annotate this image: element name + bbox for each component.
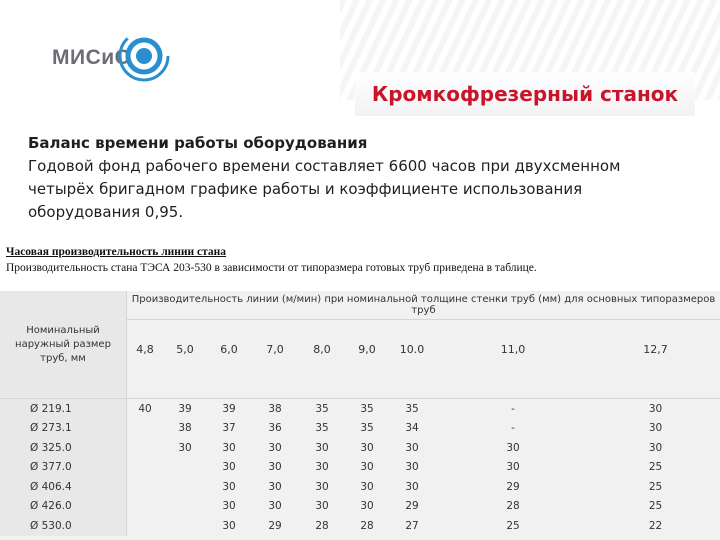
value-cell: 30 [315,480,329,493]
value-cell: 38 [178,422,192,435]
table-row [0,516,720,536]
caption-body: Производительность стана ТЭСА 203-530 в зависимости от типоразмера готовых труб приведена в таблице. [6,262,537,274]
value-cell: 30 [222,480,236,493]
table-row [0,438,720,458]
row-header-cell [0,291,127,399]
value-cell: 35 [360,402,374,415]
value-cell: 35 [315,422,329,435]
value-cell: 30 [506,441,520,454]
value-cell: 30 [360,500,374,513]
value-cell [163,477,207,497]
logo-mark-icon [114,20,170,84]
value-cell: 39 [178,402,192,415]
value-cell: 30 [268,441,282,454]
table-row [0,477,720,497]
value-cell: 35 [360,422,374,435]
value-cell: 28 [315,519,329,532]
value-cell: 30 [405,461,419,474]
row-header-label: Номинальный наружный размер труб, мм [15,324,111,364]
thickness-cell: 7,0 [266,342,284,356]
value-cell: 27 [405,519,419,532]
value-cell: 30 [405,480,419,493]
value-cell: 25 [648,500,663,513]
intro-text [28,132,668,224]
value-cell [127,419,164,439]
value-cell: 25 [506,519,520,532]
value-cell: - [511,402,515,415]
size-cell: Ø 406.4 [0,477,127,497]
value-cell: 30 [315,500,329,513]
value-cell: 30 [315,461,329,474]
intro-body: Годовой фонд рабочего времени составляет 6600 часов при двухсменном четырёх бригадном графике работы и коэффициенте использования оборудования 0,95. [28,157,621,221]
group-header-label: Производительность линии (м/мин) при номинальной толщине стенки труб (мм) для основных типоразмеров труб [131,294,716,316]
value-cell: 38 [268,402,282,415]
value-cell: 30 [648,402,663,415]
value-cell: 30 [178,441,192,454]
logo-text: МИСиС [52,46,131,69]
value-cell [127,516,164,536]
value-cell: 29 [506,480,520,493]
size-cell: Ø 530.0 [0,516,127,536]
value-cell: 30 [648,422,663,435]
value-cell: 30 [268,500,282,513]
value-cell [127,497,164,517]
thickness-cell: 11,0 [500,342,526,356]
thickness-cell: 5,0 [176,342,194,356]
thickness-cell: 10.0 [399,342,425,356]
thickness-cell: 8,0 [313,342,331,356]
table-caption [6,244,716,276]
size-cell: Ø 219.1 [0,399,127,419]
value-cell: 30 [648,441,663,454]
thickness-cell: 6,0 [220,342,238,356]
thickness-cell: 12,7 [643,342,668,356]
value-cell: 28 [506,500,520,513]
thickness-cell: 4,8 [136,342,154,356]
value-cell [127,438,164,458]
value-cell: 30 [360,441,374,454]
value-cell: 37 [222,422,236,435]
productivity-table [0,291,720,536]
productivity-table-area [0,291,720,540]
value-cell: 30 [222,461,236,474]
value-cell: 30 [222,441,236,454]
value-cell: 25 [648,480,663,493]
logo [52,20,182,90]
intro-heading: Баланс времени работы оборудования [28,134,368,152]
value-cell: 36 [268,422,282,435]
value-cell [163,458,207,478]
value-cell: 30 [222,500,236,513]
value-cell [163,516,207,536]
size-cell: Ø 377.0 [0,458,127,478]
value-cell: 35 [405,402,419,415]
value-cell [127,458,164,478]
size-cell: Ø 325.0 [0,438,127,458]
caption-heading: Часовая производительность линии стана [6,246,227,258]
value-cell: 29 [268,519,282,532]
value-cell: 40 [138,402,152,415]
value-cell: 30 [315,441,329,454]
value-cell: 30 [360,461,374,474]
value-cell: 30 [268,461,282,474]
value-cell: 30 [222,519,236,532]
value-cell: 39 [222,402,236,415]
table-row [0,458,720,478]
value-cell: 34 [405,422,419,435]
value-cell: 30 [268,480,282,493]
table-row [0,399,720,419]
value-cell: 29 [405,500,419,513]
size-cell: Ø 426.0 [0,497,127,517]
value-cell [163,497,207,517]
table-row [0,497,720,517]
value-cell: 30 [506,461,520,474]
size-cell: Ø 273.1 [0,419,127,439]
thickness-cell: 9,0 [358,342,376,356]
value-cell: - [511,422,515,435]
value-cell [127,477,164,497]
value-cell: 28 [360,519,374,532]
value-cell: 30 [360,480,374,493]
value-cell: 35 [315,402,329,415]
table-row [0,419,720,439]
group-header-cell [127,291,720,320]
value-cell: 25 [648,461,663,474]
value-cell: 30 [405,441,419,454]
value-cell: 22 [648,519,663,532]
slide-title: Кромкофрезерный станок [355,72,695,116]
